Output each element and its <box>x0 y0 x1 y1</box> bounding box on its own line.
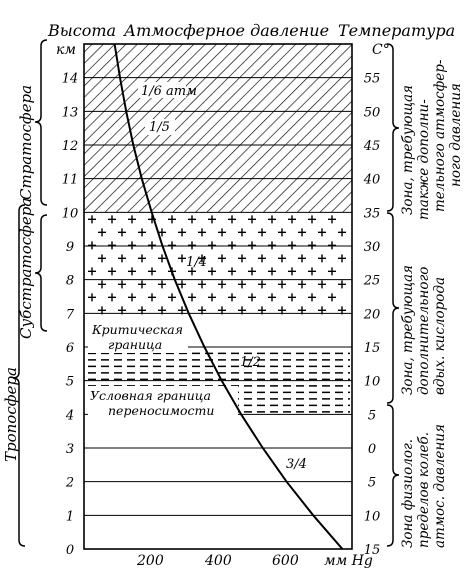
zone-top-text-2: также дополни- <box>416 99 432 220</box>
temperature-tick-label: 30 <box>363 240 381 255</box>
cross-mark <box>88 267 96 275</box>
temperature-tick-label: 45 <box>363 139 381 154</box>
cross-mark <box>88 241 96 249</box>
cross-mark <box>118 254 126 262</box>
temperature-tick-label: 0 <box>367 442 377 457</box>
cross-mark <box>288 267 296 275</box>
zone-top-text-3: тельного атмосфер- <box>432 59 448 212</box>
zone-top-text-4: ного давления <box>448 83 464 187</box>
oxygen-zone-crosses <box>88 215 346 314</box>
cross-mark <box>158 280 166 288</box>
cross-mark <box>218 280 226 288</box>
temperature-tick-label: 10 <box>363 509 381 525</box>
cross-mark <box>328 293 336 301</box>
zone-mid-text-1: Зона, требующая <box>400 265 416 395</box>
cross-mark <box>108 293 116 301</box>
cross-mark <box>248 241 256 249</box>
cross-mark <box>108 241 116 249</box>
altitude-tick-label: 9 <box>65 240 75 255</box>
cross-mark <box>268 241 276 249</box>
cross-mark <box>318 254 326 262</box>
zone-top-brace <box>387 44 399 211</box>
altitude-tick-label: 0 <box>65 543 75 558</box>
temperature-unit: C° <box>372 42 390 58</box>
cross-mark <box>98 280 106 288</box>
temperature-tick-label: 55 <box>363 71 381 87</box>
cross-mark <box>238 228 246 236</box>
cross-mark <box>278 254 286 262</box>
curve-label-1-5: 1/5 <box>149 120 170 135</box>
stratosphere-brace <box>35 40 47 205</box>
temperature-tick-label: 15 <box>363 341 381 356</box>
pressure-tick-600: 600 <box>272 553 299 569</box>
altitude-tick-label: 4 <box>65 408 75 424</box>
cross-mark <box>108 267 116 275</box>
altitude-tick-label: 3 <box>65 442 75 457</box>
temperature-tick-label: 5 <box>367 475 377 491</box>
cross-mark <box>278 228 286 236</box>
temperature-tick-label: 40 <box>363 172 381 188</box>
cross-mark <box>268 293 276 301</box>
altitude-tick-label: 11 <box>61 172 79 188</box>
curve-label-1-2: 1/2 <box>240 355 261 370</box>
cross-mark <box>338 254 346 262</box>
cross-mark <box>128 267 136 275</box>
altitude-tick-label: 6 <box>65 341 75 356</box>
cross-mark <box>188 293 196 301</box>
cross-mark <box>228 215 236 223</box>
cross-mark <box>168 241 176 249</box>
cross-mark <box>198 228 206 236</box>
cross-mark <box>288 215 296 223</box>
cross-mark <box>308 215 316 223</box>
altitude-tick-label: 12 <box>61 139 79 154</box>
cross-mark <box>178 228 186 236</box>
cross-mark <box>228 267 236 275</box>
cross-mark <box>208 215 216 223</box>
cross-mark <box>88 293 96 301</box>
cross-mark <box>228 293 236 301</box>
cross-mark <box>328 215 336 223</box>
cross-mark <box>238 254 246 262</box>
cross-mark <box>188 241 196 249</box>
cross-mark <box>288 241 296 249</box>
cross-mark <box>178 280 186 288</box>
zone-bottom-text-2: пределов колеб. <box>416 431 432 548</box>
cross-mark <box>88 215 96 223</box>
cross-mark <box>158 254 166 262</box>
zone-bottom-text-3: атмос. давления <box>432 424 448 548</box>
cross-mark <box>228 241 236 249</box>
cross-mark <box>308 267 316 275</box>
cross-mark <box>298 280 306 288</box>
altitude-tick-label: 5 <box>65 374 75 390</box>
cross-mark <box>298 228 306 236</box>
temperature-tick-label: 20 <box>363 307 381 323</box>
cross-mark <box>188 215 196 223</box>
cross-mark <box>328 241 336 249</box>
cross-mark <box>258 254 266 262</box>
zone-top-text-1: Зона, требующая <box>400 85 416 215</box>
cross-mark <box>128 215 136 223</box>
cross-mark <box>258 280 266 288</box>
cross-mark <box>218 254 226 262</box>
pressure-tick-400: 400 <box>205 553 232 569</box>
cross-mark <box>268 267 276 275</box>
conditional-boundary-label-line2: переносимости <box>108 403 215 418</box>
cross-mark <box>138 228 146 236</box>
zone-mid-text-2: дополнительного <box>416 266 432 395</box>
cross-mark <box>98 228 106 236</box>
cross-mark <box>278 280 286 288</box>
pressure-title: Атмосферное давление <box>124 21 330 40</box>
cross-mark <box>138 280 146 288</box>
altitude-tick-label: 10 <box>61 206 79 222</box>
cross-mark <box>108 215 116 223</box>
altitude-tick-label: 1 <box>65 509 75 525</box>
temperature-tick-label: 5 <box>367 408 377 424</box>
cross-mark <box>318 280 326 288</box>
cross-mark <box>98 254 106 262</box>
cross-mark <box>338 228 346 236</box>
critical-boundary-label-line2: граница <box>108 337 163 352</box>
curve-label-1-4: 1/4 <box>186 255 207 270</box>
cross-mark <box>128 241 136 249</box>
cross-mark <box>118 228 126 236</box>
zone-bottom-brace <box>387 405 399 546</box>
altitude-tick-label: 2 <box>65 475 75 491</box>
pressure-tick-200: 200 <box>137 553 164 569</box>
pressure-unit: мм Hg <box>324 553 373 569</box>
cross-mark <box>258 228 266 236</box>
cross-mark <box>168 293 176 301</box>
cross-mark <box>218 228 226 236</box>
cross-mark <box>168 215 176 223</box>
cross-mark <box>288 293 296 301</box>
cross-mark <box>298 254 306 262</box>
cross-mark <box>328 267 336 275</box>
cross-mark <box>148 267 156 275</box>
cross-mark <box>208 241 216 249</box>
temperature-tick-label: 25 <box>363 273 381 289</box>
altitude-title: Высота <box>48 21 117 40</box>
cross-mark <box>308 293 316 301</box>
cross-mark <box>208 293 216 301</box>
temperature-tick-label: 10 <box>363 374 381 390</box>
temperature-tick-labels <box>363 72 381 558</box>
altitude-tick-label: 14 <box>61 71 79 87</box>
cross-mark <box>248 293 256 301</box>
zone-bottom-text-1: Зона физиолог. <box>400 438 416 548</box>
stratosphere-label: Стратосфера <box>17 84 35 200</box>
cross-mark <box>118 280 126 288</box>
altitude-tick-label: 8 <box>65 273 75 289</box>
cross-mark <box>338 280 346 288</box>
cross-mark <box>248 267 256 275</box>
zone-middle-brace <box>387 213 399 403</box>
cross-mark <box>148 293 156 301</box>
temperature-title: Температура <box>338 21 456 40</box>
cross-mark <box>268 215 276 223</box>
cross-mark <box>198 280 206 288</box>
curve-label-1-6: 1/6 атм <box>141 84 197 99</box>
temperature-tick-label: 15 <box>363 543 381 558</box>
cross-mark <box>308 241 316 249</box>
zone-mid-text-3: вдых. кислорода <box>432 276 448 395</box>
conditional-boundary-label-line1: Условная граница <box>90 388 211 403</box>
temperature-tick-label: 50 <box>363 105 381 121</box>
altitude-tick-label: 13 <box>61 105 79 121</box>
cross-mark <box>128 293 136 301</box>
substratosphere-label: Субстратосфера <box>17 197 35 339</box>
cross-mark <box>148 241 156 249</box>
curve-label-3-4: 3/4 <box>286 457 307 472</box>
cross-mark <box>318 228 326 236</box>
altitude-tick-label: 7 <box>65 307 75 323</box>
cross-mark <box>248 215 256 223</box>
cross-mark <box>238 280 246 288</box>
altitude-unit: км <box>56 42 76 58</box>
troposphere-label: Тропосфера <box>2 367 20 462</box>
altitude-tick-labels <box>62 72 79 558</box>
temperature-tick-label: 35 <box>363 206 381 222</box>
substratosphere-brace <box>35 215 47 331</box>
cross-mark <box>208 267 216 275</box>
cross-mark <box>138 254 146 262</box>
cross-mark <box>178 254 186 262</box>
stratosphere-hatched-zone <box>84 44 352 212</box>
critical-boundary-label-line1: Критическая <box>92 322 183 337</box>
